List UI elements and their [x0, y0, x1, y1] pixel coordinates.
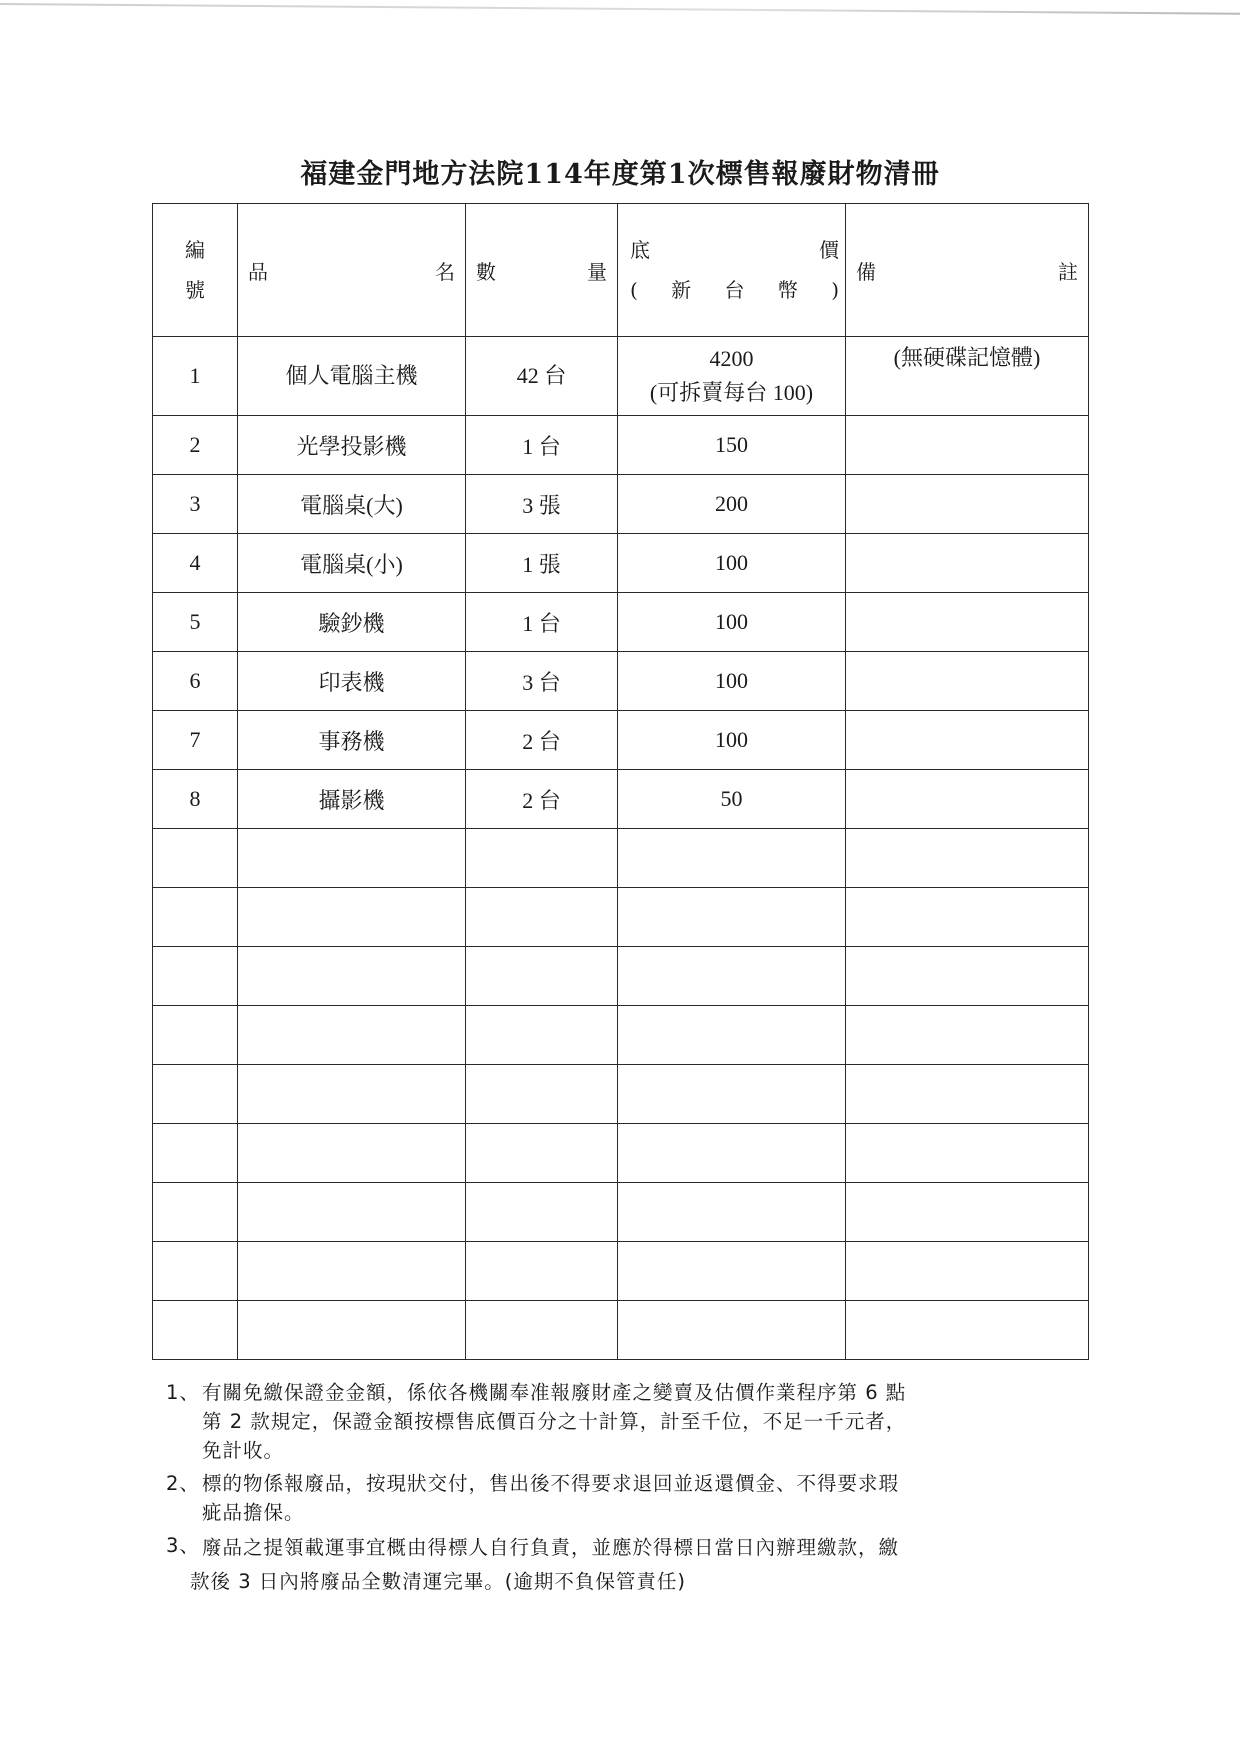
cell-price [618, 1183, 846, 1242]
cell-name [238, 1006, 466, 1065]
cell-number [153, 1065, 238, 1124]
table-row [153, 534, 1089, 593]
cell-price: 50 [618, 770, 846, 829]
cell-name: 光學投影機 [238, 416, 466, 475]
blank-table-row [153, 829, 1089, 888]
cell-number: 7 [153, 711, 238, 770]
cell-name: 電腦桌(大) [238, 475, 466, 534]
cell-name: 電腦桌(小) [238, 534, 466, 593]
cell-price [618, 888, 846, 947]
note-item [166, 1531, 1066, 1599]
cell-remark: (無硬碟記憶體) [846, 337, 1089, 416]
price-value: 4200 [709, 346, 754, 371]
note-text [202, 1469, 1066, 1527]
note-line: 有關免繳保證金金額，係依各機關奉准報廢財產之變賣及估價作業程序第 6 點 [202, 1381, 907, 1404]
note-text [202, 1378, 1066, 1465]
note-number: 3、 [166, 1534, 200, 1557]
cell-name [238, 1124, 466, 1183]
note-line: 疵品擔保。 [202, 1501, 305, 1524]
blank-table-row [153, 947, 1089, 1006]
cell-number: 8 [153, 770, 238, 829]
header-quantity-char: 數 [476, 259, 496, 284]
cell-quantity: 1 台 [466, 416, 618, 475]
cell-number [153, 1242, 238, 1301]
cell-remark [846, 593, 1089, 652]
cell-quantity [466, 1242, 618, 1301]
cell-name [238, 888, 466, 947]
table-row [153, 416, 1089, 475]
cell-quantity [466, 1301, 618, 1360]
cell-number [153, 1124, 238, 1183]
header-price-char: 底 [630, 238, 650, 262]
header-currency-char: ( [630, 278, 638, 302]
cell-name: 事務機 [238, 711, 466, 770]
blank-table-row [153, 1242, 1089, 1301]
cell-number: 4 [153, 534, 238, 593]
blank-table-row [153, 1183, 1089, 1242]
header-number-char: 號 [185, 278, 205, 302]
table-row [153, 770, 1089, 829]
cell-number [153, 947, 238, 1006]
disposal-list-table [152, 203, 1089, 1360]
table-row [153, 652, 1089, 711]
cell-remark [846, 829, 1089, 888]
cell-quantity [466, 1065, 618, 1124]
cell-remark [846, 475, 1089, 534]
cell-price: 150 [618, 416, 846, 475]
cell-quantity [466, 1006, 618, 1065]
note-number: 1、 [166, 1381, 200, 1404]
note-text [190, 1531, 1066, 1599]
cell-price [618, 1006, 846, 1065]
cell-number [153, 1301, 238, 1360]
cell-number [153, 888, 238, 947]
table-row [153, 475, 1089, 534]
cell-number: 3 [153, 475, 238, 534]
table-row [153, 593, 1089, 652]
cell-quantity [466, 888, 618, 947]
scan-edge-line [0, 3, 1240, 15]
cell-price: 100 [618, 711, 846, 770]
cell-number: 5 [153, 593, 238, 652]
cell-remark [846, 1065, 1089, 1124]
cell-name: 個人電腦主機 [238, 337, 466, 416]
cell-quantity [466, 1124, 618, 1183]
cell-price [618, 947, 846, 1006]
notes-section [166, 1378, 1066, 1603]
cell-name [238, 829, 466, 888]
cell-quantity: 3 台 [466, 652, 618, 711]
cell-remark [846, 416, 1089, 475]
cell-number [153, 1006, 238, 1065]
cell-remark [846, 888, 1089, 947]
cell-remark [846, 652, 1089, 711]
cell-number: 1 [153, 337, 238, 416]
header-currency-char: ) [831, 278, 839, 302]
cell-quantity [466, 1183, 618, 1242]
header-name [238, 204, 466, 337]
header-price [618, 204, 846, 337]
cell-name: 驗鈔機 [238, 593, 466, 652]
header-row [153, 204, 1089, 337]
cell-name: 印表機 [238, 652, 466, 711]
header-name-char: 品 [248, 259, 268, 284]
cell-number [153, 829, 238, 888]
blank-table-row [153, 1065, 1089, 1124]
note-line: 免計收。 [202, 1439, 285, 1462]
cell-number: 6 [153, 652, 238, 711]
cell-price [618, 337, 846, 416]
cell-quantity: 1 張 [466, 534, 618, 593]
cell-name: 攝影機 [238, 770, 466, 829]
header-currency-char: 新 [671, 278, 692, 302]
cell-remark [846, 711, 1089, 770]
blank-table-row [153, 1006, 1089, 1065]
cell-remark [846, 534, 1089, 593]
header-remark [846, 204, 1089, 337]
header-price-char: 價 [819, 238, 839, 262]
cell-price: 100 [618, 593, 846, 652]
cell-number [153, 1183, 238, 1242]
cell-quantity [466, 829, 618, 888]
cell-remark [846, 1006, 1089, 1065]
header-quantity-char: 量 [587, 259, 607, 284]
price-note: (可拆賣每台 100) [649, 380, 814, 405]
header-currency-char: 幣 [777, 278, 798, 302]
header-number-char: 編 [185, 238, 205, 262]
note-number: 2、 [166, 1472, 200, 1495]
cell-name [238, 1183, 466, 1242]
cell-price [618, 829, 846, 888]
header-currency-char: 台 [724, 278, 745, 302]
cell-remark [846, 770, 1089, 829]
document-title: 福建金門地方法院114年度第1次標售報廢財物清冊 [300, 159, 940, 190]
note-line: 廢品之提領載運事宜概由得標人自行負責，並應於得標日當日內辦理繳款，繳 [202, 1536, 900, 1559]
header-remark-char: 註 [1058, 259, 1078, 284]
cell-name [238, 1242, 466, 1301]
cell-quantity: 3 張 [466, 475, 618, 534]
note-item [166, 1378, 1066, 1465]
header-name-char: 名 [435, 259, 455, 284]
cell-remark [846, 947, 1089, 1006]
cell-quantity [466, 947, 618, 1006]
cell-price [618, 1124, 846, 1183]
cell-remark [846, 1242, 1089, 1301]
blank-table-row [153, 1124, 1089, 1183]
cell-price: 100 [618, 652, 846, 711]
header-number [153, 204, 238, 337]
table-row [153, 711, 1089, 770]
cell-remark [846, 1124, 1089, 1183]
cell-quantity: 2 台 [466, 770, 618, 829]
cell-name [238, 1301, 466, 1360]
blank-table-row [153, 888, 1089, 947]
cell-price: 200 [618, 475, 846, 534]
note-line: 款後 3 日內將廢品全數清運完畢。(逾期不負保管責任) [190, 1570, 687, 1593]
header-remark-char: 備 [856, 259, 876, 284]
cell-price: 100 [618, 534, 846, 593]
note-item [166, 1469, 1066, 1527]
cell-remark [846, 1301, 1089, 1360]
cell-number: 2 [153, 416, 238, 475]
note-line: 標的物係報廢品，按現狀交付，售出後不得要求退回並返還價金、不得要求瑕 [202, 1472, 900, 1495]
cell-remark [846, 1183, 1089, 1242]
cell-quantity: 1 台 [466, 593, 618, 652]
header-quantity [466, 204, 618, 337]
cell-name [238, 1065, 466, 1124]
cell-quantity: 2 台 [466, 711, 618, 770]
cell-price [618, 1242, 846, 1301]
blank-table-row [153, 1301, 1089, 1360]
table-row [153, 337, 1089, 416]
note-line: 第 2 款規定，保證金額按標售底價百分之十計算，計至千位，不足一千元者， [202, 1410, 907, 1433]
cell-price [618, 1301, 846, 1360]
cell-quantity: 42 台 [466, 337, 618, 416]
cell-name [238, 947, 466, 1006]
cell-price [618, 1065, 846, 1124]
